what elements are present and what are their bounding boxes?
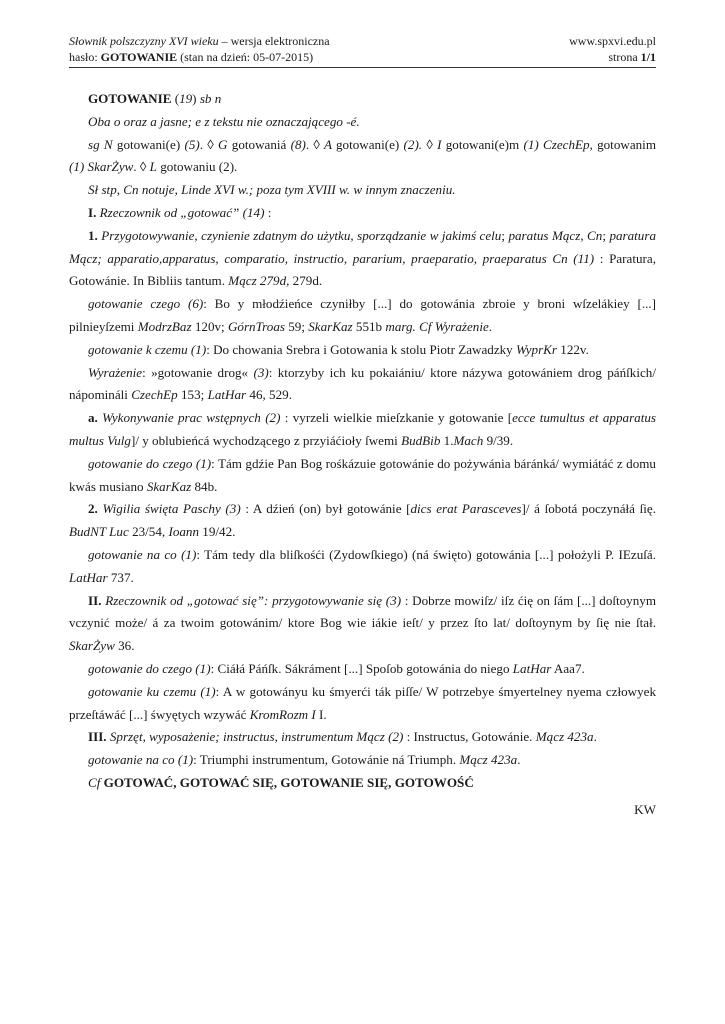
- styled-run: ecce tumultus et apparatus multus Vulg: [69, 410, 656, 448]
- styled-run: (1) SkarŻyw: [69, 159, 134, 175]
- styled-run: LatHar: [69, 569, 108, 585]
- styled-run: gotowanie k czemu (1): [88, 341, 207, 357]
- styled-run: (3): [385, 592, 402, 608]
- styled-run: LatHar: [207, 387, 247, 403]
- example-gotowanie-do-czego: gotowanie do czego (1): Tám gdźie Pan Bog rośkázuie gotowánie do pożywánia báránká/ wymiátáć z domu kwás musiano SkarKaz 84b.: [69, 455, 656, 494]
- styled-run: I.: [88, 204, 97, 220]
- example-gotowanie-czego: gotowanie czego (6): Bo y młodźieńce czyniłby [...] do gotowánia zbroie y broni wſzelákiey [...] pilnieyſzemi ModrzBaz 120v; GórnTroas 59; SkarKaz 551b marg. Cf Wyrażenie.: [69, 296, 656, 334]
- inflection-forms: sg N gotowani(e) (5). ◊ G gotowaniá (8). ◊ A gotowani(e) (2). ◊ I gotowani(e)m (1) CzechEp, gotowanim (1) SkarŻyw. ◊ L gotowaniu (2).: [69, 136, 657, 175]
- styled-run: LatHar: [512, 660, 552, 676]
- entry-status: [69, 50, 313, 65]
- styled-run: BudNT Luc: [69, 524, 129, 540]
- definition-2: 2. Wigilia święta Paschy (3) : A dźień (on) był gotowánie [dics erat Parasceves]/ á ſobotá poczynáłá ſię. BudNT Luc 23/54, Ioann 19/42.: [69, 501, 656, 540]
- dictionary-title: [69, 34, 330, 49]
- styled-run: WyprKr: [516, 341, 558, 357]
- styled-run: Mącz 423a: [459, 752, 518, 768]
- styled-run: sg N: [88, 136, 113, 152]
- styled-run: BudBib: [401, 432, 441, 448]
- page-indicator: [608, 50, 656, 65]
- example-gotowanie-na-co-2: gotowanie na co (1): Triumphi instrumentum, Gotowánie ná Triumph. Mącz 423a.: [88, 752, 521, 768]
- styled-run: SkarKaz: [146, 478, 192, 494]
- entry-status-date: (stan na dzień: 05-07-2015): [177, 50, 314, 64]
- expression-gotowanie-drog: Wyrażenie: »gotowanie drog« (3): ktorzyby ich ku pokaiániu/ ktore názywa gotowániem drog páńſkich/ nápomináli CzechEp 153; LatHar 46, 529.: [69, 364, 656, 403]
- styled-run: gotowanie do czego (1): [88, 660, 211, 676]
- styled-run: II.: [88, 592, 102, 608]
- author-initials: KW: [634, 801, 656, 817]
- styled-run: dics erat Parasceves: [410, 501, 522, 517]
- example-gotowanie-na-co: gotowanie na co (1): Tám tedy dla bliſkośći (Zydowſkiego) (ná święto) gotowánia [...] położyli P. IEzuſá. LatHar 737.: [69, 546, 656, 585]
- styled-run: G: [218, 136, 228, 152]
- styled-run: paratura: [609, 227, 657, 243]
- site-url[interactable]: www.spxvi.edu.pl: [569, 34, 656, 48]
- styled-run: a.: [88, 410, 98, 426]
- styled-run: Mach: [453, 432, 484, 448]
- styled-run: (2): [388, 729, 404, 745]
- styled-run: Wykonywanie prac wstępnych: [102, 410, 261, 426]
- styled-run: paratus: [508, 227, 549, 243]
- styled-run: (5): [184, 136, 200, 152]
- part-of-speech: sb n: [199, 91, 222, 106]
- entry-body: [69, 88, 656, 822]
- headword: GOTOWANIE: [88, 91, 172, 106]
- styled-run: 2.: [88, 501, 98, 517]
- styled-run: (2): [265, 410, 281, 426]
- styled-run: GórnTroas: [227, 318, 285, 334]
- styled-run: Mącz 279d: [228, 273, 287, 289]
- entry-word: GOTOWANIE: [100, 50, 178, 64]
- styled-run: Wyrażenie: [88, 364, 143, 380]
- styled-run: gotowanie do czego (1): [88, 455, 212, 471]
- styled-run: Wigilia święta Paschy: [102, 501, 221, 517]
- page-number: 1/1: [640, 50, 656, 64]
- styled-run: KromRozm I: [249, 706, 316, 722]
- styled-run: (1) CzechEp: [523, 136, 590, 152]
- styled-run: Rzeczownik od „gotować”: [99, 204, 240, 220]
- styled-run: (14): [242, 204, 265, 220]
- styled-run: gotowanie ku czemu (1): [88, 683, 216, 699]
- styled-run: gotowanie na co (1): [88, 752, 194, 768]
- styled-run: gotowanie czego (6): [88, 296, 204, 312]
- styled-run: SkarKaz: [308, 318, 353, 334]
- styled-run: A: [319, 136, 336, 152]
- styled-run: marg. Cf Wyrażenie: [385, 318, 489, 334]
- entry-label: hasło:: [69, 50, 101, 64]
- styled-run: Mącz 423a: [535, 729, 594, 745]
- styled-run: (8): [290, 136, 306, 152]
- usage-count: 19: [179, 91, 193, 106]
- styled-run: Cn (11): [552, 250, 595, 266]
- section-iii: III. Sprzęt, wyposażenie; instructus, instrumentum Mącz (2) : Instructus, Gotowánie. Mącz 423a.: [88, 729, 597, 745]
- styled-run: Mącz;: [69, 250, 102, 266]
- styled-run: Cf: [88, 774, 101, 790]
- dictionary-title-suffix: – wersja elektroniczna: [218, 34, 330, 48]
- definition-1a: a. Wykonywanie prac wstępnych (2) : vyrzeli wielkie mieſzkanie y gotowanie [ecce tumultus et apparatus multus Vulg]/ y oblubieńcá wychodzącego z przyiáćioły ſwemi BudBib 1.Mach 9/39.: [69, 410, 656, 448]
- cross-references: [69, 772, 656, 795]
- styled-run: GOTOWAĆ, GOTOWAĆ SIĘ, GOTOWANIE SIĘ, GOTOWOŚĆ: [103, 774, 474, 790]
- styled-run: (3): [225, 501, 241, 517]
- styled-run: (3): [253, 364, 269, 380]
- styled-run: ModrzBaz: [137, 318, 192, 334]
- pronunciation-note: Oba o oraz a jasne; e z tekstu nie oznaczającego -é.: [88, 113, 360, 129]
- styled-run: L: [149, 159, 157, 175]
- section-ii: II. Rzeczownik od „gotować się”: przygotowywanie się (3) : Dobrze mowiſz/ iſz ćię on ſám [...] doſtoynym vczynić może/ á za twoim gotowánim/ ktore Bog wie iákie ieſt/ y przez ſto lat/ doſtoynym by ſię nie ſtał. SkarŻyw 36.: [69, 592, 657, 654]
- styled-run: (2). ◊ I: [403, 136, 442, 152]
- entry-head: GOTOWANIE (19) sb n: [88, 91, 222, 106]
- styled-run: III.: [88, 729, 107, 745]
- example-gotowanie-do-czego-2: gotowanie do czego (1): Ciáłá Páńſk. Sákráment [...] Spoſob gotowánia do niego LatHar Aaa7.: [88, 660, 585, 676]
- styled-run: Przygotowywanie, czynienie zdatnym do użytku, sporządzanie w jakimś celu: [101, 227, 502, 243]
- header-divider: [69, 67, 656, 68]
- page-label: strona: [608, 50, 641, 64]
- dictionary-name: Słownik polszczyzny XVI wieku: [69, 34, 219, 48]
- styled-run: CzechEp: [131, 387, 178, 403]
- styled-run: SkarŻyw: [69, 638, 115, 654]
- section-i: I. Rzeczownik od „gotować” (14) :: [88, 204, 272, 220]
- styled-run: 1.: [88, 227, 98, 243]
- styled-run: Ioann: [168, 524, 200, 540]
- example-gotowanie-ku-czemu: gotowanie ku czemu (1): A w gotowányu ku śmyerći ták piſſe/ W potrzebye śmyertelney nyema człowyek przeſtáwáć [...] śwyętych wzywáć KromRozm I I.: [69, 683, 656, 722]
- example-gotowanie-k-czemu: gotowanie k czemu (1): Do chowania Srebra i Gotowania k stolu Piotr Zawadzky WyprKr 122v.: [88, 341, 589, 357]
- styled-run: apparatio,apparatus, comparatio, instructio, pararium, praeparatio, praeparatus: [107, 250, 547, 266]
- source-note: Sł stp, Cn notuje, Linde XVI w.; poza tym XVIII w. w innym znaczeniu.: [88, 182, 456, 198]
- definition-1: 1. Przygotowywanie, czynienie zdatnym do użytku, sporządzanie w jakimś celu; paratus Mącz, Cn; paratura Mącz; apparatio,apparatus, comparatio, instructio, pararium, praeparatio, praeparatus Cn (11) : Paratura, Gotowánie. In Bibliis tantum. Mącz 279d, 279d.: [69, 227, 657, 289]
- styled-run: gotowanie na co (1): [88, 546, 197, 562]
- styled-run: Sprzęt, wyposażenie; instructus, instrumentum Mącz: [109, 729, 385, 745]
- styled-run: Rzeczownik od „gotować się”: przygotowywanie się: [105, 592, 383, 608]
- styled-run: Mącz, Cn: [551, 227, 603, 243]
